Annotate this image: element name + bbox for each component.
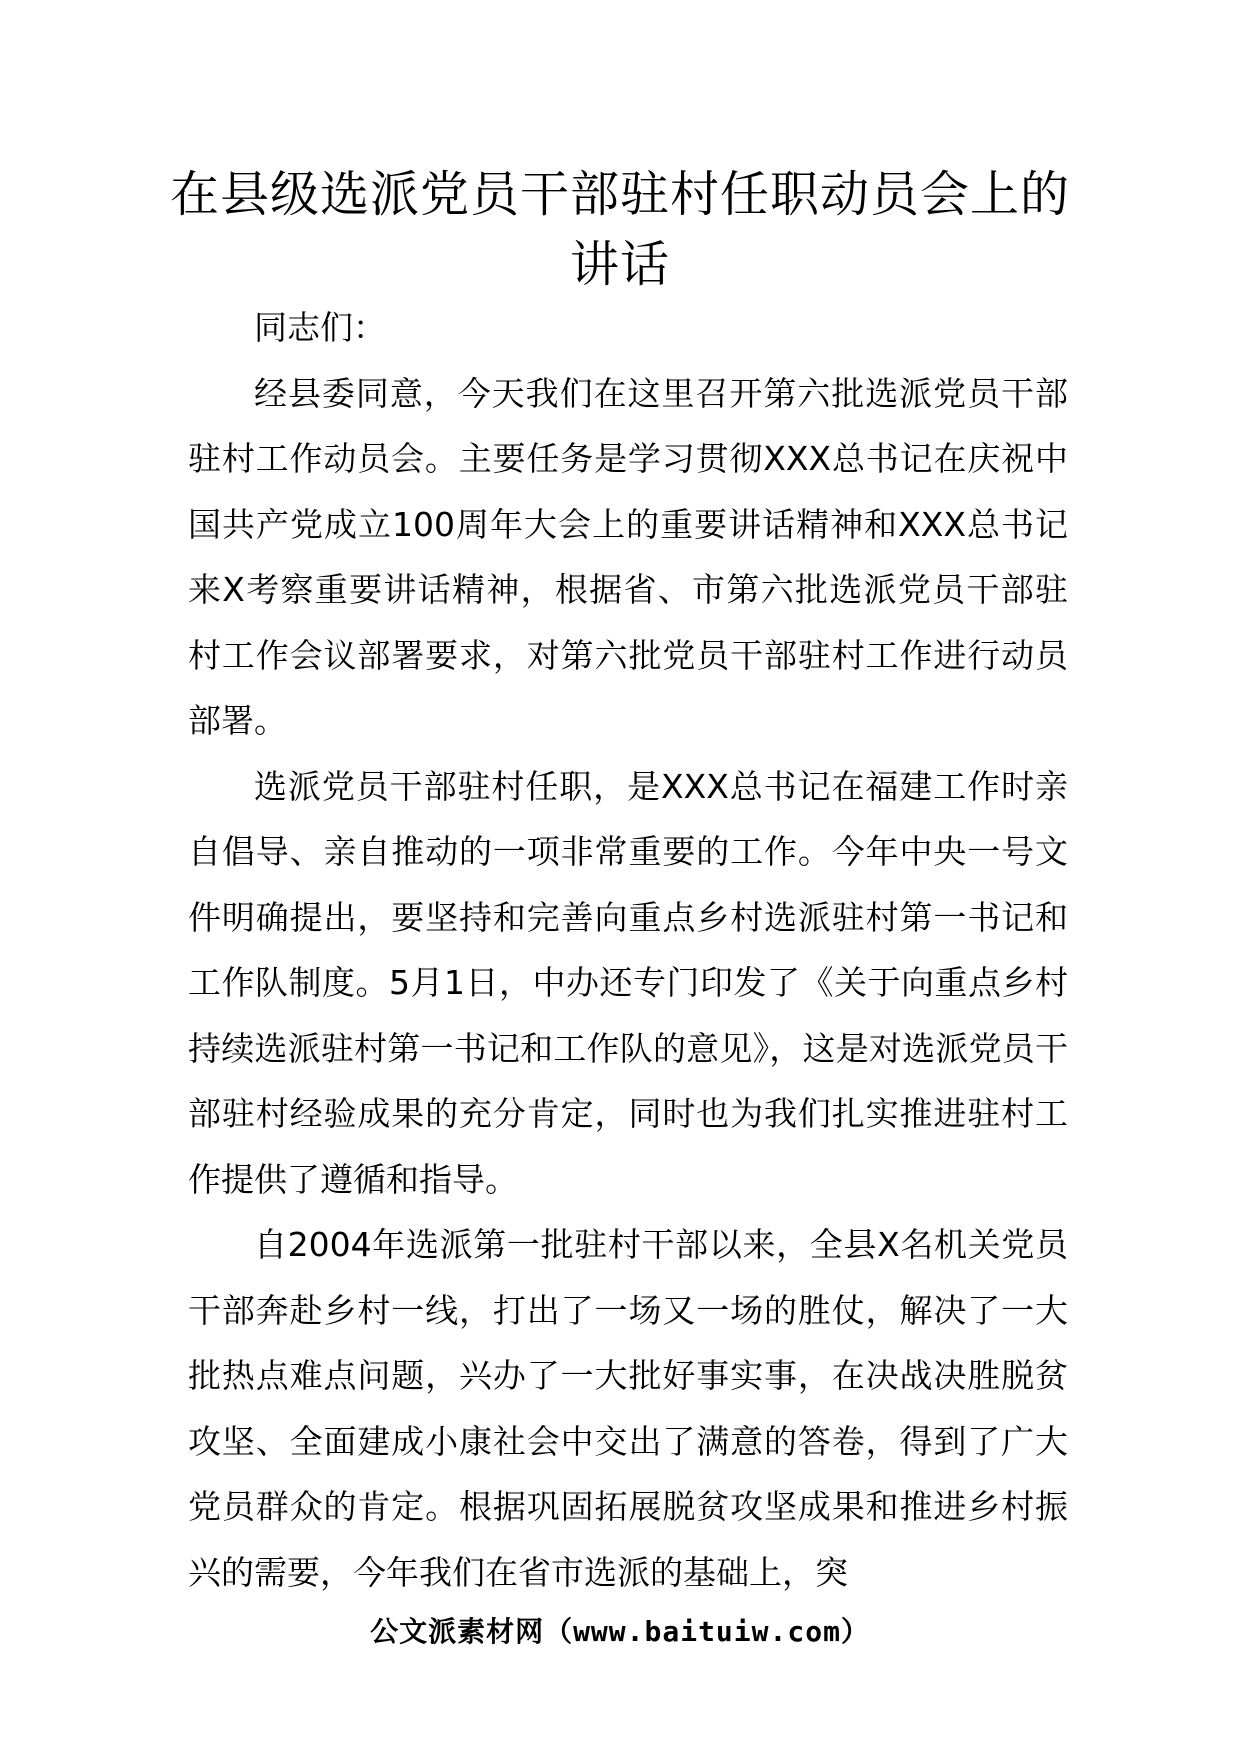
document-title bbox=[150, 160, 1090, 300]
paragraph-1: 经县委同意，今天我们在这里召开第六批选派党员干部驻村工作动员会。主要任务是学习贯彻XXX总书记在庆祝中国共产党成立100周年大会上的重要讲话精神和XXX总书记来X考察重要讲话精神，根据省、市第六批选派党员干部驻村工作会议部署要求，对第六批党员干部驻村工作进行动员部署。 bbox=[188, 373, 1068, 740]
title-line-2: 讲话 bbox=[569, 236, 670, 293]
document-body bbox=[188, 295, 1068, 1605]
title-line-1: 在县级选派党员干部驻村任职动员会上的 bbox=[169, 166, 1070, 223]
paragraph-2: 选派党员干部驻村任职，是XXX总书记在福建工作时亲自倡导、亲自推动的一项非常重要的工作。今年中央一号文件明确提出，要坚持和完善向重点乡村选派驻村第一书记和工作队制度。5月1日，中办还专门印发了《关于向重点乡村持续选派驻村第一书记和工作队的意见》，这是对选派党员干部驻村经验成果的充分肯定，同时也为我们扎实推进驻村工作提供了遵循和指导。 bbox=[188, 766, 1068, 1199]
footer-watermark: 公文派素材网（www.baituiw.com） bbox=[370, 1615, 870, 1648]
salutation: 同志们： bbox=[254, 308, 386, 347]
paragraph-3: 自2004年选派第一批驻村干部以来，全县X名机关党员干部奔赴乡村一线，打出了一场又一场的胜仗，解决了一大批热点难点问题，兴办了一大批好事实事，在决战决胜脱贫攻坚、全面建成小康社会中交出了满意的答卷，得到了广大党员群众的肯定。根据巩固拓展脱贫攻坚成果和推进乡村振兴的需要，今年我们在省市选派的基础上，突 bbox=[188, 1225, 1068, 1592]
